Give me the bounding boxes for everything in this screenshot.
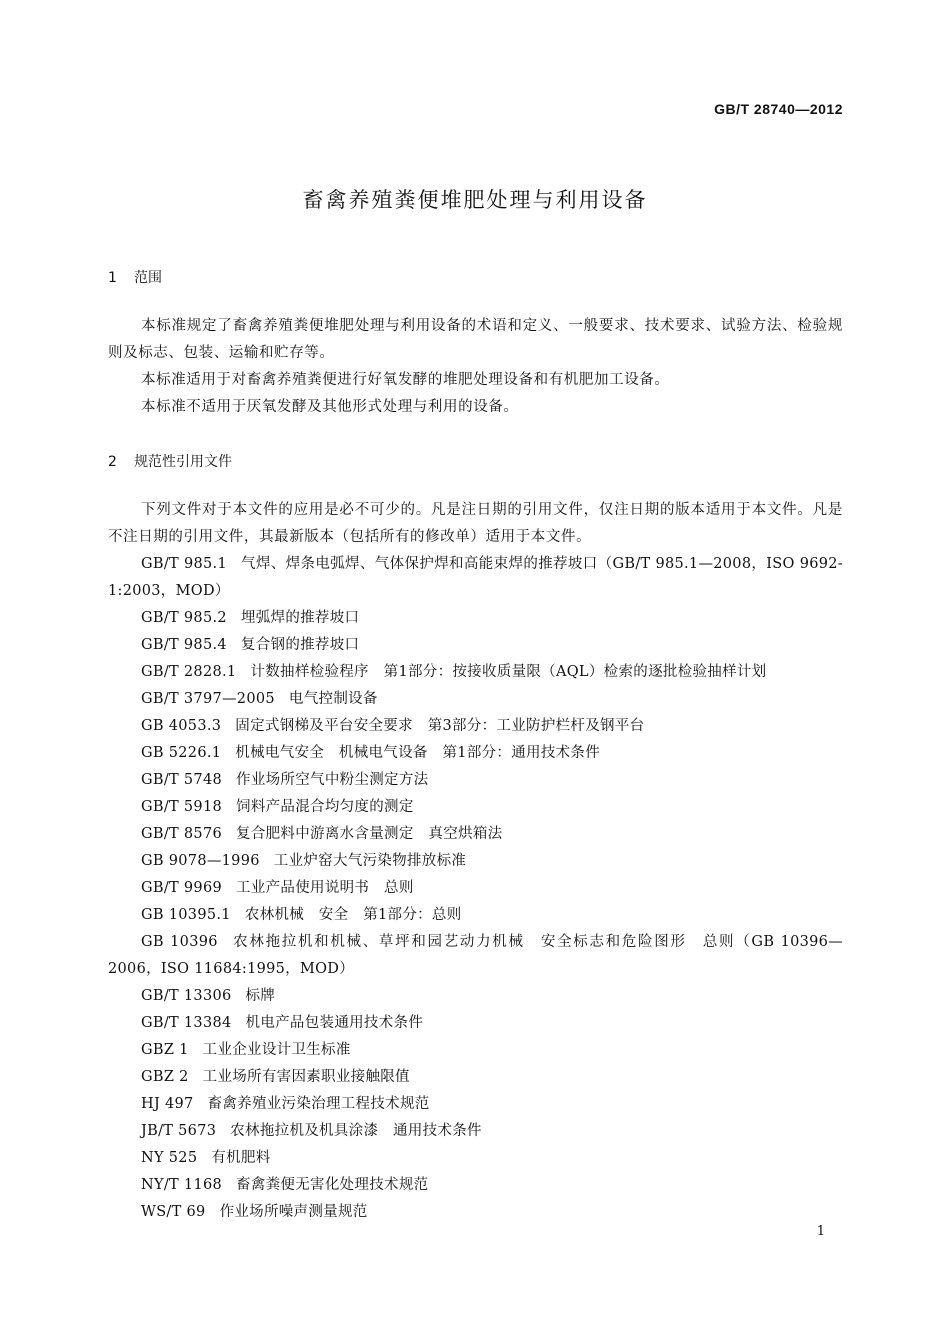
reference-code: GBZ 1 [141,1042,189,1058]
reference-code: GB/T 2828.1 [141,664,237,680]
reference-item [141,740,600,767]
paragraph: 本标准适用于对畜禽养殖粪便进行好氧发酵的堆肥处理设备和有机肥加工设备。 [141,372,670,388]
reference-item [141,1010,423,1037]
reference-code: GB/T 13306 [141,988,232,1004]
section-1-heading [108,267,162,287]
reference-code: JB/T 5673 [141,1123,217,1139]
reference-code: GB 10395.1 [141,907,231,923]
reference-item [141,1199,368,1226]
reference-title: 标牌 [245,988,276,1004]
reference-item [108,551,843,605]
reference-code: GB/T 3797—2005 [141,691,275,707]
reference-code: GB 9078—1996 [141,853,260,869]
reference-title: 工业产品使用说明书 总则 [236,880,414,896]
reference-code: GB/T 8576 [141,826,223,842]
reference-code: GB/T 13384 [141,1015,232,1031]
reference-code: GB/T 5748 [141,772,223,788]
reference-item [141,983,275,1010]
reference-title: 畜禽养殖业污染治理工程技术规范 [207,1096,430,1112]
reference-title: 作业场所噪声测量规范 [219,1204,368,1220]
paragraph: 本标准不适用于厌氧发酵及其他形式处理与利用的设备。 [141,399,519,415]
reference-code: GB/T 985.1 [141,556,227,572]
reference-item [108,929,843,983]
reference-code: GB 5226.1 [141,745,222,761]
page-number: 1 [816,1224,825,1239]
reference-item [141,902,462,929]
document-title: 畜禽养殖粪便堆肥处理与利用设备 [302,188,648,212]
reference-title: 复合钢的推荐坡口 [240,637,360,653]
reference-code: GB/T 985.4 [141,637,227,653]
section-title: 规范性引用文件 [134,454,232,470]
reference-title: 饲料产品混合均匀度的测定 [236,799,414,815]
reference-item [141,632,359,659]
reference-item [141,767,428,794]
reference-item [141,794,414,821]
reference-title: 有机肥料 [211,1150,271,1166]
reference-item [141,1118,482,1145]
reference-title: 工业场所有害因素职业接触限值 [202,1069,410,1085]
reference-item [141,821,502,848]
reference-title: 农林拖拉机及机具涂漆 通用技术条件 [230,1123,482,1139]
reference-title: 工业炉窑大气污染物排放标准 [273,853,467,869]
reference-code: HJ 497 [141,1096,194,1112]
reference-code: NY 525 [141,1150,198,1166]
reference-code: GB/T 9969 [141,880,223,896]
reference-title: 气焊、焊条电弧焊、气体保护焊和高能束焊的推荐坡口（GB/T 985.1—2008，ISO 9692-1:2003，MOD） [108,556,843,599]
reference-title: 计数抽样检验程序 第1部分：按接收质量限（AQL）检索的逐批检验抽样计划 [250,664,767,680]
reference-item [141,1064,410,1091]
standard-number: GB/T 28740—2012 [714,101,843,117]
reference-title: 埋弧焊的推荐坡口 [240,610,360,626]
reference-title: 作业场所空气中粉尘测定方法 [236,772,429,788]
reference-item [141,605,359,632]
reference-title: 畜禽粪便无害化处理技术规范 [236,1177,429,1193]
reference-item [141,1172,428,1199]
paragraph: 下列文件对于本文件的应用是必不可少的。凡是注日期的引用文件，仅注日期的版本适用于本文件。凡是不注日期的引用文件，其最新版本（包括所有的修改单）适用于本文件。 [108,502,843,545]
section-2-heading [108,451,232,471]
reference-title: 电气控制设备 [288,691,378,707]
reference-item [141,659,766,686]
reference-code: WS/T 69 [141,1204,206,1220]
paragraph: 本标准规定了畜禽养殖粪便堆肥处理与利用设备的术语和定义、一般要求、技术要求、试验方法、检验规则及标志、包装、运输和贮存等。 [108,318,843,361]
reference-code: GB/T 5918 [141,799,223,815]
reference-title: 复合肥料中游离水含量测定 真空烘箱法 [236,826,503,842]
reference-item [141,713,644,740]
reference-item [141,1145,271,1172]
reference-title: 固定式钢梯及平台安全要求 第3部分：工业防护栏杆及钢平台 [235,718,645,734]
reference-code: GB/T 985.2 [141,610,227,626]
reference-title: 工业企业设计卫生标准 [202,1042,351,1058]
reference-item [141,875,414,902]
reference-title: 农林拖拉机和机械、草坪和园艺动力机械 安全标志和危险图形 总则（GB 10396—2006，ISO 11684:1995，MOD） [108,934,844,977]
reference-item [141,848,466,875]
reference-code: GB 10396 [141,934,218,950]
reference-item [141,1091,430,1118]
reference-title: 机械电气安全 机械电气设备 第1部分：通用技术条件 [235,745,601,761]
reference-item [141,1037,351,1064]
reference-item [141,686,378,713]
section-title: 范围 [134,270,162,286]
reference-code: GB 4053.3 [141,718,222,734]
section-number: 1 [108,270,117,286]
reference-title: 农林机械 安全 第1部分：总则 [244,907,462,923]
reference-title: 机电产品包装通用技术条件 [245,1015,424,1031]
reference-code: NY/T 1168 [141,1177,223,1193]
reference-code: GBZ 2 [141,1069,189,1085]
section-number: 2 [108,454,117,470]
